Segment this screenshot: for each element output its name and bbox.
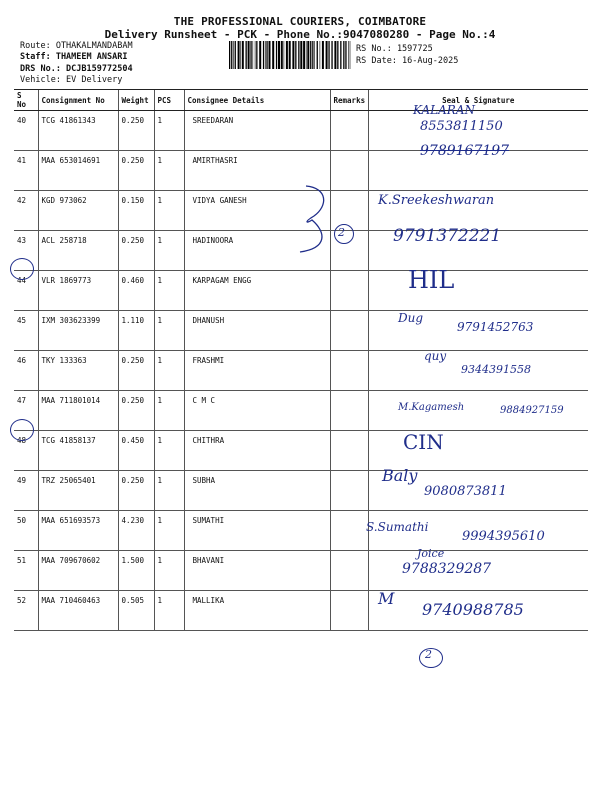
handwritten-sign-46: quy: [424, 349, 447, 363]
barcode-bar: [289, 41, 291, 69]
barcode-bar: [281, 41, 283, 69]
staff-line: Staff: THAMEEM ANSARI: [20, 52, 128, 62]
barcode-bar: [286, 41, 288, 69]
barcode-bar: [322, 41, 324, 69]
row-sno: 43: [14, 231, 38, 271]
barcode-bar: [238, 41, 240, 69]
col-header-consignee: Consignee Details: [184, 90, 330, 111]
handwritten-sign-45: Dug: [398, 311, 424, 325]
row-pcs: 1: [154, 311, 184, 351]
handwritten-phone-47: 9884927159: [500, 405, 564, 416]
barcode-bar: [276, 41, 277, 69]
row-pcs: 1: [154, 471, 184, 511]
barcode-bar: [350, 41, 351, 69]
row-remarks: [330, 511, 368, 551]
row-weight: 0.250: [118, 151, 154, 191]
vehicle-line: Vehicle: EV Delivery: [20, 75, 123, 85]
row-consignee: C M C: [184, 391, 330, 431]
row-remarks: [330, 471, 368, 511]
barcode-bar: [303, 41, 305, 69]
row-sno: 49: [14, 471, 38, 511]
col-header-seal-signature: Seal & Signature: [368, 90, 588, 111]
table-row: [14, 551, 588, 591]
barcode-bar: [340, 41, 341, 69]
row-weight: 0.250: [118, 391, 154, 431]
barcode-bar: [295, 41, 296, 69]
barcode-bar: [240, 41, 241, 69]
row-weight: 1.500: [118, 551, 154, 591]
row-consignee: DHANUSH: [184, 311, 330, 351]
table-row: [14, 431, 588, 471]
handwritten-sign-44: HIL: [408, 266, 455, 294]
row-consignee: HADINOORA: [184, 231, 330, 271]
row-sno: 40: [14, 111, 38, 151]
handwritten-phone-40: 8553811150: [420, 119, 503, 134]
route-line: Route: OTHAKALMANDABAM: [20, 41, 133, 51]
barcode-bar: [246, 41, 247, 69]
barcode-bar: [253, 41, 254, 69]
row-pcs: 1: [154, 551, 184, 591]
row-consignee: CHITHRA: [184, 431, 330, 471]
barcode-bar: [310, 41, 311, 69]
barcode-bar: [231, 41, 232, 69]
handwritten-sign-51: Joice: [417, 547, 445, 560]
barcode-bar: [292, 41, 294, 69]
barcode-bar: [248, 41, 250, 69]
handwritten-phone-51: 9788329287: [402, 561, 492, 577]
row-pcs: 1: [154, 351, 184, 391]
barcode-bar: [317, 41, 318, 69]
drs-line: DRS No.: DCJB159772504: [20, 64, 133, 74]
barcode-bar: [284, 41, 285, 69]
row-sno: 42: [14, 191, 38, 231]
row-seal-signature: [368, 431, 588, 471]
row-remarks: [330, 111, 368, 151]
row-consignment-no: MAA 711801014: [38, 391, 118, 431]
rs-number: RS No.: 1597725: [356, 44, 433, 54]
row-consignee: BHAVANI: [184, 551, 330, 591]
row-pcs: 1: [154, 231, 184, 271]
barcode-bar: [312, 41, 313, 69]
row-weight: 0.250: [118, 111, 154, 151]
row-consignment-no: TRZ 25065401: [38, 471, 118, 511]
row-weight: 1.110: [118, 311, 154, 351]
barcode-bar: [314, 41, 315, 69]
row-pcs: 1: [154, 431, 184, 471]
row-sno: 44: [14, 271, 38, 311]
col-header-pcs: PCS: [154, 90, 184, 111]
handwritten-name-50: S.Sumathi: [366, 520, 429, 534]
row-pcs: 1: [154, 151, 184, 191]
handwritten-phone-52: 9740988785: [422, 600, 524, 619]
row-remarks: [330, 151, 368, 191]
row-remarks: [330, 311, 368, 351]
barcode-bar: [328, 41, 329, 69]
circle-mark-48: [10, 419, 34, 441]
handwritten-phone-45: 9791452763: [457, 320, 534, 334]
row-consignment-no: ACL 258718: [38, 231, 118, 271]
row-pcs: 1: [154, 271, 184, 311]
barcode-bar: [326, 41, 328, 69]
barcode-bar: [306, 41, 307, 69]
barcode-bar: [278, 41, 280, 69]
row-pcs: 1: [154, 591, 184, 631]
row-weight: 0.450: [118, 431, 154, 471]
barcode-bar: [307, 41, 309, 69]
row-remarks: [330, 271, 368, 311]
handwritten-name-40: KALARAN: [413, 103, 475, 117]
runsheet-table: [14, 89, 588, 631]
handwritten-name-47: M.Kagamesh: [398, 402, 465, 413]
row-pcs: 1: [154, 511, 184, 551]
row-consignment-no: TKY 133363: [38, 351, 118, 391]
row-sno: 47: [14, 391, 38, 431]
circled-number-43: 2: [338, 226, 345, 239]
row-weight: 4.230: [118, 511, 154, 551]
barcode-bar: [269, 41, 271, 69]
row-remarks: [330, 351, 368, 391]
row-consignment-no: MAA 710460463: [38, 591, 118, 631]
row-seal-signature: [368, 271, 588, 311]
col-header-consignment: Consignment No: [38, 90, 118, 111]
barcode-bar: [345, 41, 346, 69]
row-consignment-no: VLR 1869773: [38, 271, 118, 311]
row-weight: 0.505: [118, 591, 154, 631]
barcode-bar: [348, 41, 349, 69]
row-weight: 0.250: [118, 351, 154, 391]
barcode-bar: [298, 41, 299, 69]
row-remarks: [330, 551, 368, 591]
barcode-bar: [266, 41, 267, 69]
barcode-bar: [337, 41, 338, 69]
row-sno: 46: [14, 351, 38, 391]
row-pcs: 1: [154, 111, 184, 151]
brace-mark: [294, 184, 334, 254]
row-consignment-no: IXM 303623399: [38, 311, 118, 351]
barcode-bar: [272, 41, 274, 69]
barcode-bar: [334, 41, 336, 69]
table-header-row: [14, 90, 588, 111]
barcode-bar: [250, 41, 251, 69]
table-row: [14, 271, 588, 311]
row-consignment-no: TCG 41858137: [38, 431, 118, 471]
handwritten-sign-52: M: [378, 589, 395, 608]
row-sno: 45: [14, 311, 38, 351]
row-consignee: SUMATHI: [184, 511, 330, 551]
handwritten-phone-41: 9789167197: [420, 143, 510, 159]
runsheet-subtitle: Delivery Runsheet - PCK - Phone No.:9047080280 - Page No.:4: [104, 28, 496, 41]
row-sno: 41: [14, 151, 38, 191]
row-consignment-no: KGD 973062: [38, 191, 118, 231]
row-sno: 50: [14, 511, 38, 551]
row-consignment-no: MAA 709670602: [38, 551, 118, 591]
row-sno: 51: [14, 551, 38, 591]
barcode-bar: [235, 41, 236, 69]
handwritten-phone-49: 9080873811: [424, 484, 507, 499]
row-consignment-no: MAA 653014691: [38, 151, 118, 191]
company-title: THE PROFESSIONAL COURIERS, COIMBATORE: [173, 15, 427, 28]
row-consignee: AMIRTHASRI: [184, 151, 330, 191]
handwritten-name-49: Baly: [382, 466, 418, 485]
barcode-bar: [233, 41, 234, 69]
row-weight: 0.460: [118, 271, 154, 311]
row-remarks: [330, 391, 368, 431]
row-sno: 52: [14, 591, 38, 631]
barcode-bar: [265, 41, 266, 69]
row-consignee: MALLIKA: [184, 591, 330, 631]
row-consignment-no: TCG 41861343: [38, 111, 118, 151]
barcode: [229, 41, 351, 69]
row-consignee: KARPAGAM ENGG: [184, 271, 330, 311]
row-consignment-no: MAA 651693573: [38, 511, 118, 551]
row-pcs: 1: [154, 391, 184, 431]
col-header-weight: Weight: [118, 90, 154, 111]
row-weight: 0.150: [118, 191, 154, 231]
barcode-bar: [242, 41, 244, 69]
col-header-remarks: Remarks: [330, 90, 368, 111]
row-sno: 48: [14, 431, 38, 471]
barcode-bar: [263, 41, 264, 69]
handwritten-phone-43: 9791372221: [393, 226, 502, 246]
row-consignee: SREEDARAN: [184, 111, 330, 151]
handwritten-phone-46: 9344391558: [461, 363, 531, 376]
barcode-bar: [300, 41, 302, 69]
row-consignee: SUBHA: [184, 471, 330, 511]
row-weight: 0.250: [118, 231, 154, 271]
barcode-bar: [320, 41, 321, 69]
row-consignee: FRASHMI: [184, 351, 330, 391]
row-remarks: [330, 591, 368, 631]
row-weight: 0.250: [118, 471, 154, 511]
barcode-bar: [259, 41, 261, 69]
barcode-bar: [255, 41, 256, 69]
barcode-bar: [343, 41, 344, 69]
barcode-bar: [331, 41, 332, 69]
handwritten-phone-50: 9994395610: [462, 529, 545, 544]
row-pcs: 1: [154, 191, 184, 231]
barcode-bar: [229, 41, 230, 69]
footer-circled-number: 2: [425, 648, 432, 661]
handwritten-name-42: K.Sreekeshwaran: [378, 193, 495, 208]
col-header-sno: S No: [14, 90, 38, 111]
row-remarks: [330, 431, 368, 471]
circle-mark-44: [10, 258, 34, 280]
row-consignee: VIDYA GANESH: [184, 191, 330, 231]
rs-date: RS Date: 16-Aug-2025: [356, 56, 459, 66]
barcode-bar: [256, 41, 257, 69]
handwritten-sign-48: CIN: [403, 430, 444, 454]
